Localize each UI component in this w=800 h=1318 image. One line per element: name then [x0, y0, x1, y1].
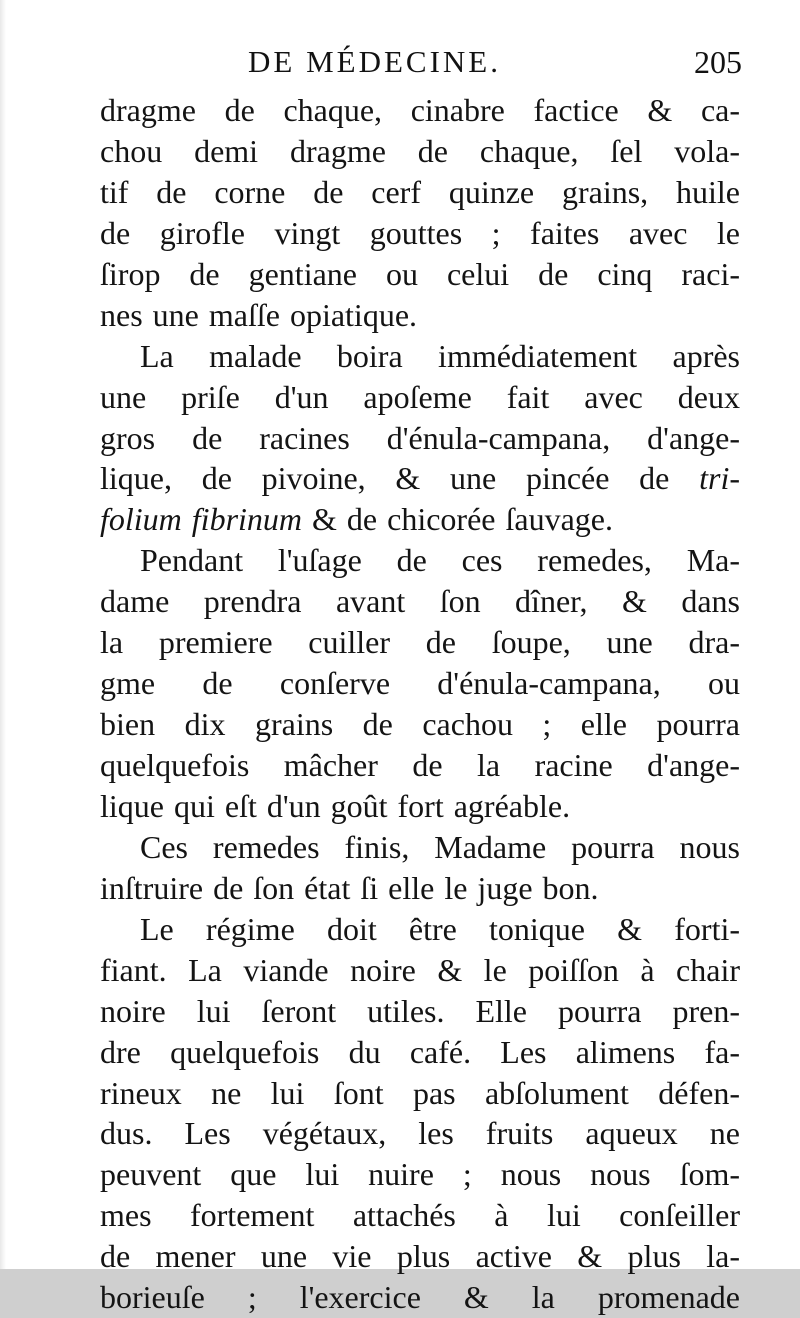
- text-line: lique qui eſt d'un goût fort agréable.: [100, 787, 571, 824]
- text-line: une priſe d'un apoſeme fait avec deux: [100, 378, 740, 415]
- text-line: peuvent que lui nuire ; nous nous ſom-: [100, 1156, 740, 1193]
- text-line: tif de corne de cerf quinze grains, huile: [100, 173, 740, 210]
- text-line: inſtruire de ſon état ſi elle le juge bon.: [100, 869, 599, 906]
- text-line: gme de conſerve d'énula-campana, ou: [100, 665, 740, 702]
- text-line: quelquefois mâcher de la racine d'ange-: [100, 747, 740, 783]
- text-line: dame prendra avant ſon dîner, & dans: [100, 583, 740, 620]
- text-line: de mener une vie plus active & plus la-: [100, 1238, 740, 1275]
- text-line: Ces remedes finis, Madame pourra nous: [140, 828, 740, 865]
- text-line: fiant. La viande noire & le poiſſon à chair: [100, 951, 740, 988]
- text-line: dre quelquefois du café. Les alimens fa-: [100, 1033, 740, 1070]
- text-line: ſirop de gentiane ou celui de cinq raci-: [100, 255, 740, 292]
- text-line: nes une maſſe opiatique.: [100, 296, 418, 333]
- text-line: bien dix grains de cachou ; elle pourra: [100, 706, 740, 743]
- text-line: Pendant l'uſage de ces remedes, Ma-: [140, 542, 740, 579]
- text-line: gros de racines d'énula-campana, d'ange-: [100, 419, 740, 456]
- text-line: mes fortement attachés à lui conſeiller: [100, 1197, 740, 1234]
- running-title: DE MÉDECINE.: [248, 44, 501, 79]
- text-line: rineux ne lui ſont pas abſolument défen-: [100, 1074, 740, 1111]
- text-line: lique, de pivoine, & une pincée de tri-: [100, 460, 740, 497]
- text-line: chou demi dragme de chaque, ſel vola-: [100, 132, 740, 169]
- text-line: La malade boira immédiatement après: [140, 337, 740, 374]
- text-line: de girofle vingt gouttes ; faites avec le: [100, 214, 740, 251]
- text-line: Le régime doit être tonique & forti-: [140, 910, 740, 947]
- text-line: noire lui ſeront utiles. Elle pourra pren-: [100, 992, 740, 1029]
- text-line: folium fibrinum & de chicorée ſauvage.: [100, 501, 613, 538]
- text-line: dus. Les végétaux, les fruits aqueux ne: [100, 1115, 740, 1152]
- text-line: dragme de chaque, cinabre factice & ca-: [100, 92, 740, 128]
- text-line: borieuſe ; l'exercice & la promenade: [100, 1279, 740, 1316]
- page-number: 205: [694, 44, 742, 80]
- text-line: la premiere cuiller de ſoupe, une dra-: [100, 624, 740, 661]
- body-text: [100, 90, 740, 1318]
